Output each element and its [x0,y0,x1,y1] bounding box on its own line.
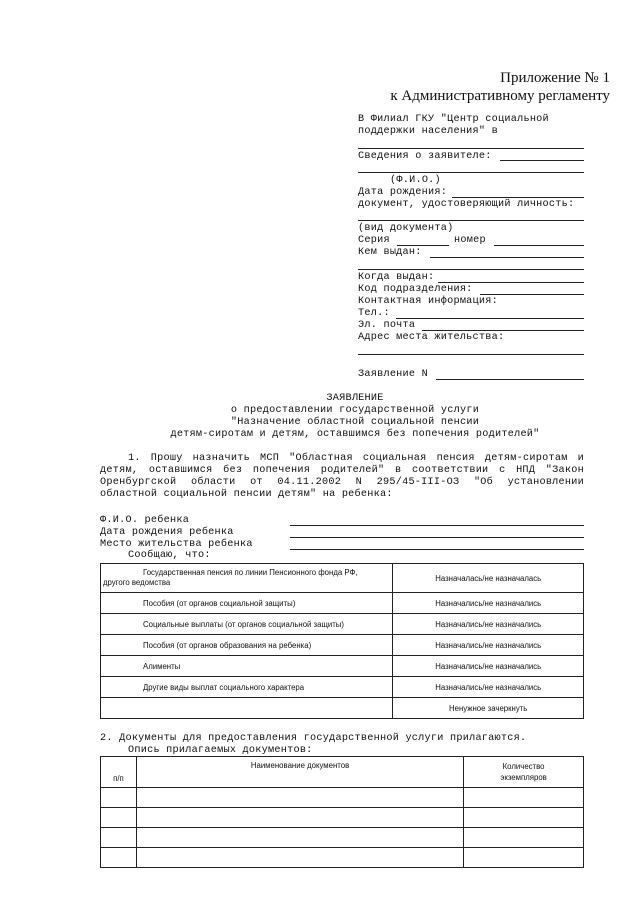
quantity-header-line-1: Количество [502,762,545,771]
applicant-fio-field[interactable] [358,172,584,173]
quantity-header-line-2: экземпляров [500,773,547,782]
contact-info-label: Контактная информация: [358,296,498,307]
child-birth-label: Дата рождения ребенка [100,527,234,538]
series-label: Серия [358,235,390,246]
benefits-table [100,563,584,719]
series-field[interactable] [397,245,449,246]
row-number-cell[interactable] [101,788,137,808]
child-birth-field[interactable] [290,537,584,538]
benefit-status[interactable]: Назначались/не назначались [393,614,584,635]
benefit-name: Пособия (от органов социальной защиты) [101,593,393,614]
benefits-row [101,635,584,656]
quantity-cell[interactable] [464,808,584,828]
applicant-info-label: Сведения о заявителе: [358,151,492,162]
issued-by-label: Кем выдан: [358,247,422,258]
document-kind-caption: (вид документа) [358,223,454,234]
id-document-label: документ, удостоверяющий личность: [358,199,575,210]
email-label: Эл. почта [358,320,416,331]
document-name-cell[interactable] [136,788,463,808]
column-header-number: п/п [101,757,137,788]
benefit-name: Социальные выплаты (от органов социальной защиты) [101,614,393,635]
issue-date-field[interactable] [438,282,584,283]
documents-table [100,756,584,868]
benefit-name-cell [101,564,393,593]
title-line-3: "Назначение областной социальной пенсии [230,417,480,428]
benefits-row [101,593,584,614]
addressee-blank-line[interactable] [358,148,584,149]
id-document-field[interactable] [358,220,584,221]
addressee-line-2: поддержки населения" в [358,126,498,137]
title-line-4: детям-сиротам и детям, оставшимся без попечения родителей" [170,429,540,440]
statement-number-label: Заявление N [358,369,428,380]
dept-code-field[interactable] [480,294,584,295]
paragraph-1-line-4: областной социальной пенсии детям" на ребенка: [100,489,393,500]
column-header-document-name: Наименование документов [136,757,463,788]
report-label: Сообщаю, что: [128,550,211,561]
title-line-2: о предоставлении государственной услуги [230,405,480,416]
appendix-title: Приложение № 1 [500,70,610,86]
paragraph-1-line-2: детям, оставшимся без попечения родителей" в соответствии с НПД "Закон [100,465,584,476]
quantity-cell[interactable] [464,828,584,848]
benefit-name: Государственная пенсия по линии Пенсионного фонда РФ, [143,568,358,577]
paragraph-1-line-3: Оренбургской области от 04.11.2002 N 295/45-III-ОЗ "Об установлении [100,477,584,488]
table-row [101,848,584,868]
benefit-name: Пособия (от органов образования на ребенка) [101,635,393,656]
row-number-cell[interactable] [101,808,137,828]
issue-date-label: Когда выдан: [358,272,435,283]
paragraph-2-line-2: Опись прилагаемых документов: [128,745,313,756]
issued-by-field-2[interactable] [358,269,584,270]
address-field[interactable] [358,354,584,355]
quantity-cell[interactable] [464,848,584,868]
appendix-subtitle: к Административному регламенту [390,88,610,104]
benefit-name-continued: другого ведомства [103,578,171,587]
address-label: Адрес места жительства: [358,332,505,343]
benefit-name: Алименты [101,656,393,677]
quantity-cell[interactable] [464,788,584,808]
applicant-birth-label: Дата рождения: [358,187,448,198]
strike-out-note: Ненужное зачеркнуть [393,698,584,719]
document-name-cell[interactable] [136,828,463,848]
row-number-cell[interactable] [101,848,137,868]
addressee-line-1: В Филиал ГКУ "Центр социальной [358,114,549,125]
applicant-info-field[interactable] [500,160,584,161]
benefit-status[interactable]: Назначались/не назначались [393,635,584,656]
benefit-status[interactable]: Назначались/не назначались [393,677,584,698]
benefits-row [101,698,584,719]
benefits-row [101,656,584,677]
benefits-row [101,677,584,698]
phone-field[interactable] [396,318,584,319]
documents-header-row [101,757,584,788]
document-name-cell[interactable] [136,808,463,828]
dept-code-label: Код подразделения: [358,284,473,295]
benefit-status[interactable]: Назначалась/не назначалась [393,564,584,593]
benefit-name: Другие виды выплат социального характера [101,677,393,698]
number-label: номер [454,235,486,246]
child-residence-field[interactable] [290,549,584,550]
row-number-cell[interactable] [101,828,137,848]
document-title: ЗАЯВЛЕНИЕ [326,393,384,404]
issued-by-field[interactable] [430,257,584,258]
column-header-quantity [464,757,584,788]
phone-label: Тел.: [358,308,390,319]
table-row [101,788,584,808]
table-row [101,808,584,828]
email-field[interactable] [422,330,584,331]
benefit-name [101,698,393,719]
child-fio-field[interactable] [290,525,584,526]
table-row [101,828,584,848]
benefits-row [101,564,584,593]
document-name-cell[interactable] [136,848,463,868]
benefit-status[interactable]: Назначались/не назначались [393,656,584,677]
fio-caption: (Ф.И.О.) [390,175,441,186]
applicant-birth-field[interactable] [452,197,584,198]
statement-number-field[interactable] [436,379,584,380]
paragraph-1-line-1: 1. Прошу назначить МСП "Областная социальная пенсия детям-сиротам и [128,453,584,464]
benefit-status[interactable]: Назначались/не назначались [393,593,584,614]
child-fio-label: Ф.И.О. ребенка [100,515,190,526]
child-residence-label: Место жительства ребенка [100,539,253,550]
number-field[interactable] [494,245,584,246]
paragraph-2-line-1: 2. Документы для предоставления государственной услуги прилагаются. [100,733,527,744]
benefits-row [101,614,584,635]
